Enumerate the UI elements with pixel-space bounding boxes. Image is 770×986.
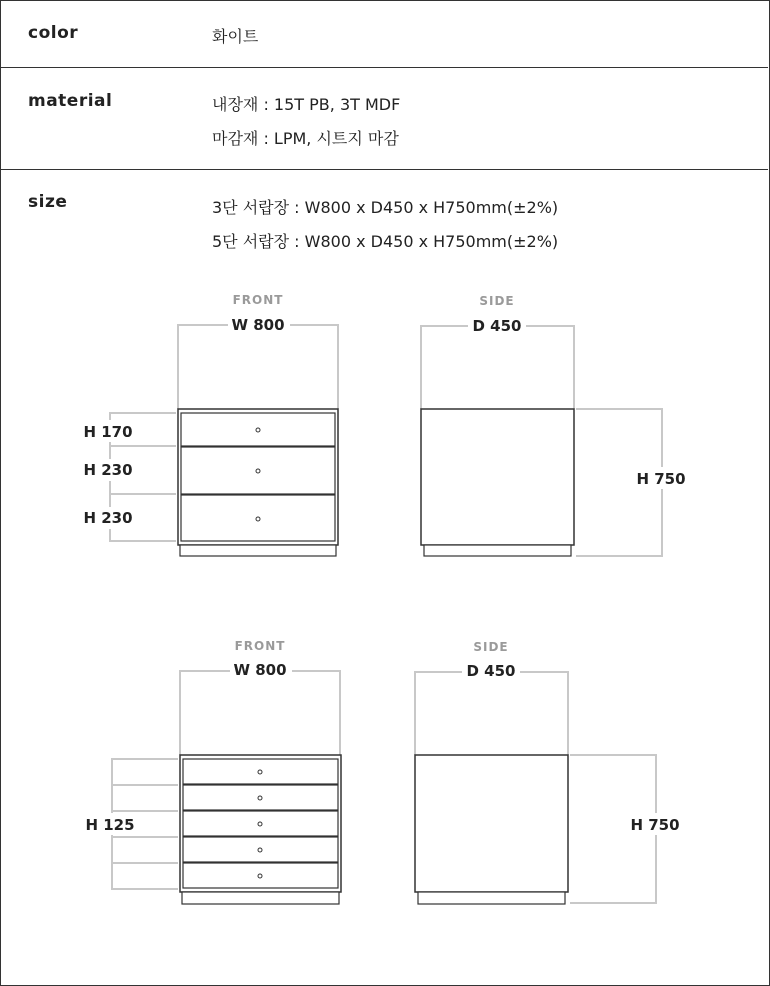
size-label: size bbox=[28, 192, 68, 212]
side-caption: SIDE bbox=[473, 640, 509, 654]
material-line-1: 내장재 : 15T PB, 3T MDF bbox=[212, 95, 401, 114]
front-caption: FRONT bbox=[232, 293, 284, 307]
drawer-height: H 125 bbox=[85, 816, 135, 834]
drawer-height-3: H 230 bbox=[83, 509, 133, 527]
three-drawer-front bbox=[82, 293, 338, 556]
width-label: W 800 bbox=[231, 316, 285, 334]
size-line-1: 3단 서랍장 : W800 x D450 x H750mm(±2%) bbox=[212, 198, 559, 217]
color-label: color bbox=[28, 23, 79, 43]
drawer-height-2: H 230 bbox=[83, 461, 133, 479]
five-drawer-side bbox=[415, 640, 686, 904]
material-label: material bbox=[28, 91, 113, 111]
five-drawer-front bbox=[84, 639, 341, 904]
drawer-height-1: H 170 bbox=[83, 423, 133, 441]
front-caption: FRONT bbox=[234, 639, 286, 653]
height-label: H 750 bbox=[636, 470, 686, 488]
color-value: 화이트 bbox=[212, 27, 259, 46]
size-line-2: 5단 서랍장 : W800 x D450 x H750mm(±2%) bbox=[212, 232, 559, 251]
three-drawer-side bbox=[421, 294, 692, 556]
side-caption: SIDE bbox=[479, 294, 515, 308]
height-label: H 750 bbox=[630, 816, 680, 834]
material-line-2: 마감재 : LPM, 시트지 마감 bbox=[212, 129, 399, 148]
width-label: W 800 bbox=[233, 661, 287, 679]
depth-label: D 450 bbox=[466, 662, 516, 680]
depth-label: D 450 bbox=[472, 317, 522, 335]
